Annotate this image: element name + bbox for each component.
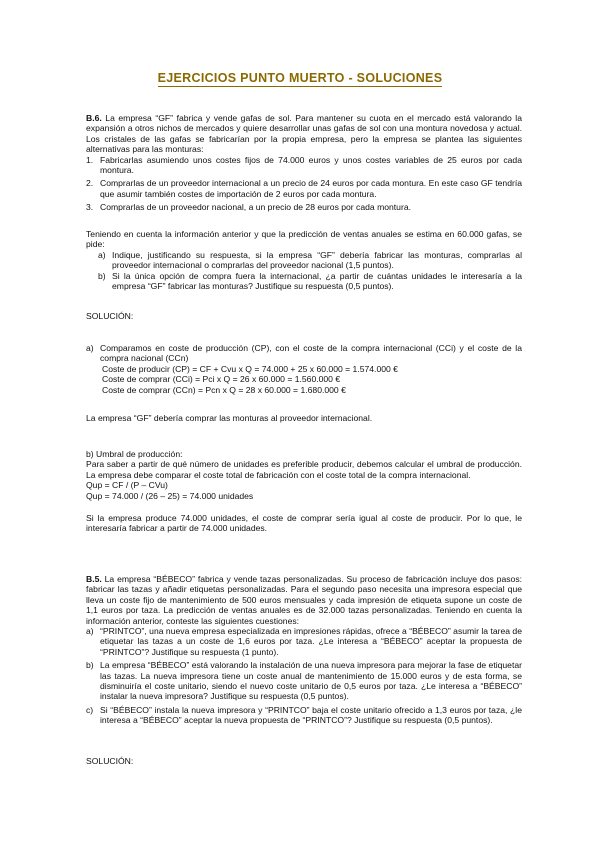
option-text: Comprarlas de un proveedor nacional, a un precio de 28 euros por cada montura. bbox=[100, 202, 411, 213]
sol-b-conclusion bbox=[86, 513, 522, 534]
question-letter: a) bbox=[86, 626, 94, 637]
sol-b-conclusion-text: Si la empresa produce 74.000 unidades, el coste de comprar sería igual al coste de producir. Por lo que, le interesaría fabricar a partir de 74.000 unidades. bbox=[86, 513, 522, 534]
calc-line: Coste de comprar (CCi) = Pci x Q = 26 x 60.000 = 1.560.000 € bbox=[102, 374, 341, 385]
sol-a-letter: a) bbox=[86, 343, 94, 353]
question-letter: c) bbox=[86, 704, 94, 715]
b6-option bbox=[86, 178, 522, 199]
b5-intro bbox=[86, 574, 522, 626]
question-letter: b) bbox=[86, 660, 94, 671]
sol-a-text: Comparamos en coste de producción (CP), con el coste de la compra internacional (CCi) y el coste de la compra nacional (CCn) bbox=[100, 343, 522, 364]
b6-tag: B.6. bbox=[86, 113, 102, 123]
calc-line: Coste de producir (CP) = CF + Cvu x Q = 74.000 + 25 x 60.000 = 1.574.000 € bbox=[102, 363, 398, 374]
question-text: Indique, justificando su respuesta, si la empresa “GF” debería fabricar las monturas, comprarlas al proveedor internacional o comprarlas del proveedor nacional (1,5 puntos). bbox=[112, 249, 522, 271]
question-text: La empresa “BÉBECO” está valorando la instalación de una nueva impresora para mejorar la fase de etiquetar las tazas. La nueva impresora tiene un coste anual de mantenimiento de 15.000 euros y de esta forma, se disminuiría el coste unitario, siendo el nuevo coste unitario de 0,5 euros por taza. ¿Le interesa a “BÉBECO” instalar la nueva impresora? Justifique su respuesta (0,5 puntos). bbox=[100, 660, 522, 702]
option-number: 1. bbox=[86, 154, 94, 165]
b5-intro-text: La empresa “BÉBECO” fabrica y vende tazas personalizadas. Su proceso de fabricación incluye dos pasos: fabricar las tazas y añadir etiquetas personalizadas. Para el segundo paso necesita una impresora especial que lleva un coste fijo de mantenimiento de 500 euros mensuales y cada impresión de etiqueta supone un coste de 1,1 euros por taza. La predicción de ventas anuales es de 32.000 tazas personalizadas. Teniendo en cuenta la información anterior, conteste las siguientes cuestiones: bbox=[86, 574, 522, 626]
b5-question bbox=[86, 660, 522, 702]
page-title bbox=[0, 73, 600, 83]
sol-a-calculation bbox=[86, 364, 522, 395]
b6-option bbox=[86, 155, 522, 176]
question-text: Si la única opción de compra fuera la internacional, ¿a partir de cuántas unidades le interesaría a la empresa “GF” fabricar las monturas? Justifique su respuesta (0,5 puntos). bbox=[112, 270, 522, 292]
option-text: Comprarlas de un proveedor internacional a un precio de 24 euros por cada montura. En este caso GF tendría que asumir también costes de importación de 2 euros por cada montura. bbox=[100, 178, 522, 199]
b5-question bbox=[86, 626, 522, 657]
b6-option bbox=[86, 202, 522, 212]
option-text: Fabricarlas asumiendo unos costes fijos de 74.000 euros y unos costes variables de 25 euros por cada montura. bbox=[100, 154, 522, 176]
b5-tag: B.5. bbox=[86, 574, 102, 584]
b6-solution-b bbox=[86, 449, 522, 501]
b5-question bbox=[86, 705, 522, 726]
b6-question bbox=[98, 271, 522, 292]
page-title-text: EJERCICIOS PUNTO MUERTO - SOLUCIONES bbox=[157, 71, 443, 85]
sol-b-text: Para saber a partir de qué número de unidades es preferible producir, debemos calcular el umbral de producción. La empresa debe comparar el coste total de fabricación con el coste total de la compra internacional. bbox=[86, 459, 522, 480]
b6-question bbox=[98, 250, 522, 271]
b6-questions bbox=[86, 250, 522, 292]
b6-intro-text: La empresa “GF” fabrica y vende gafas de sol. Para mantener su cuota en el mercado está valorando la expansión a otros nichos de mercados y quiere desarrollar unas gafas de sol con una montura novedosa y actual. Los cristales de las gafas se fabricarían por la propia empresa, pero la empresa se plantea las siguientes alternativas para las monturas: bbox=[86, 113, 522, 155]
b6-options bbox=[86, 155, 522, 213]
option-number: 2. bbox=[86, 178, 94, 189]
b6-solution-label: SOLUCIÓN: bbox=[86, 311, 134, 321]
option-number: 3. bbox=[86, 202, 94, 213]
exercise-b5-statement bbox=[86, 574, 522, 726]
b5-questions bbox=[86, 626, 522, 726]
b6-intro bbox=[86, 113, 522, 155]
b6-context bbox=[86, 229, 522, 291]
calc-line: Coste de comprar (CCn) = Pcn x Q = 28 x 60.000 = 1.680.000 € bbox=[102, 384, 346, 395]
exercise-b6-statement bbox=[86, 113, 522, 213]
question-text: Si “BÉBECO” instala la nueva impresora y “PRINTCO” baja el coste unitario ofrecido a 1,3 euros por taza, ¿le interesa a “BÉBECO” aceptar la nueva propuesta de “PRINTCO”? Justifique su respuesta (0,5 puntos). bbox=[100, 704, 522, 726]
sol-a-conclusion: La empresa “GF” debería comprar las monturas al proveedor internacional. bbox=[86, 413, 373, 423]
sol-b-result: Qup = 74.000 / (26 – 25) = 74.000 unidades bbox=[86, 490, 254, 501]
question-text: “PRINTCO”, una nueva empresa especializada en impresiones rápidas, ofrece a “BÉBECO” asumir la tarea de etiquetar las tazas a un coste de 1,6 euros por taza. ¿Le interesa a “BÉBECO” aceptar la propuesta de “PRINTCO”? Justifique su respuesta (1 punto). bbox=[100, 626, 522, 657]
question-letter: a) bbox=[98, 249, 106, 260]
question-letter: b) bbox=[98, 270, 106, 281]
b6-solution-a bbox=[86, 343, 522, 395]
b6-context-text: Teniendo en cuenta la información anterior y que la predicción de ventas anuales se estima en 60.000 gafas, se pide: bbox=[86, 229, 522, 250]
sol-a-intro bbox=[86, 343, 522, 364]
sol-b-formula: Qup = CF / (P – CVu) bbox=[86, 480, 168, 491]
sol-b-heading: b) Umbral de producción: bbox=[86, 449, 183, 459]
b5-solution-label: SOLUCIÓN: bbox=[86, 756, 134, 766]
